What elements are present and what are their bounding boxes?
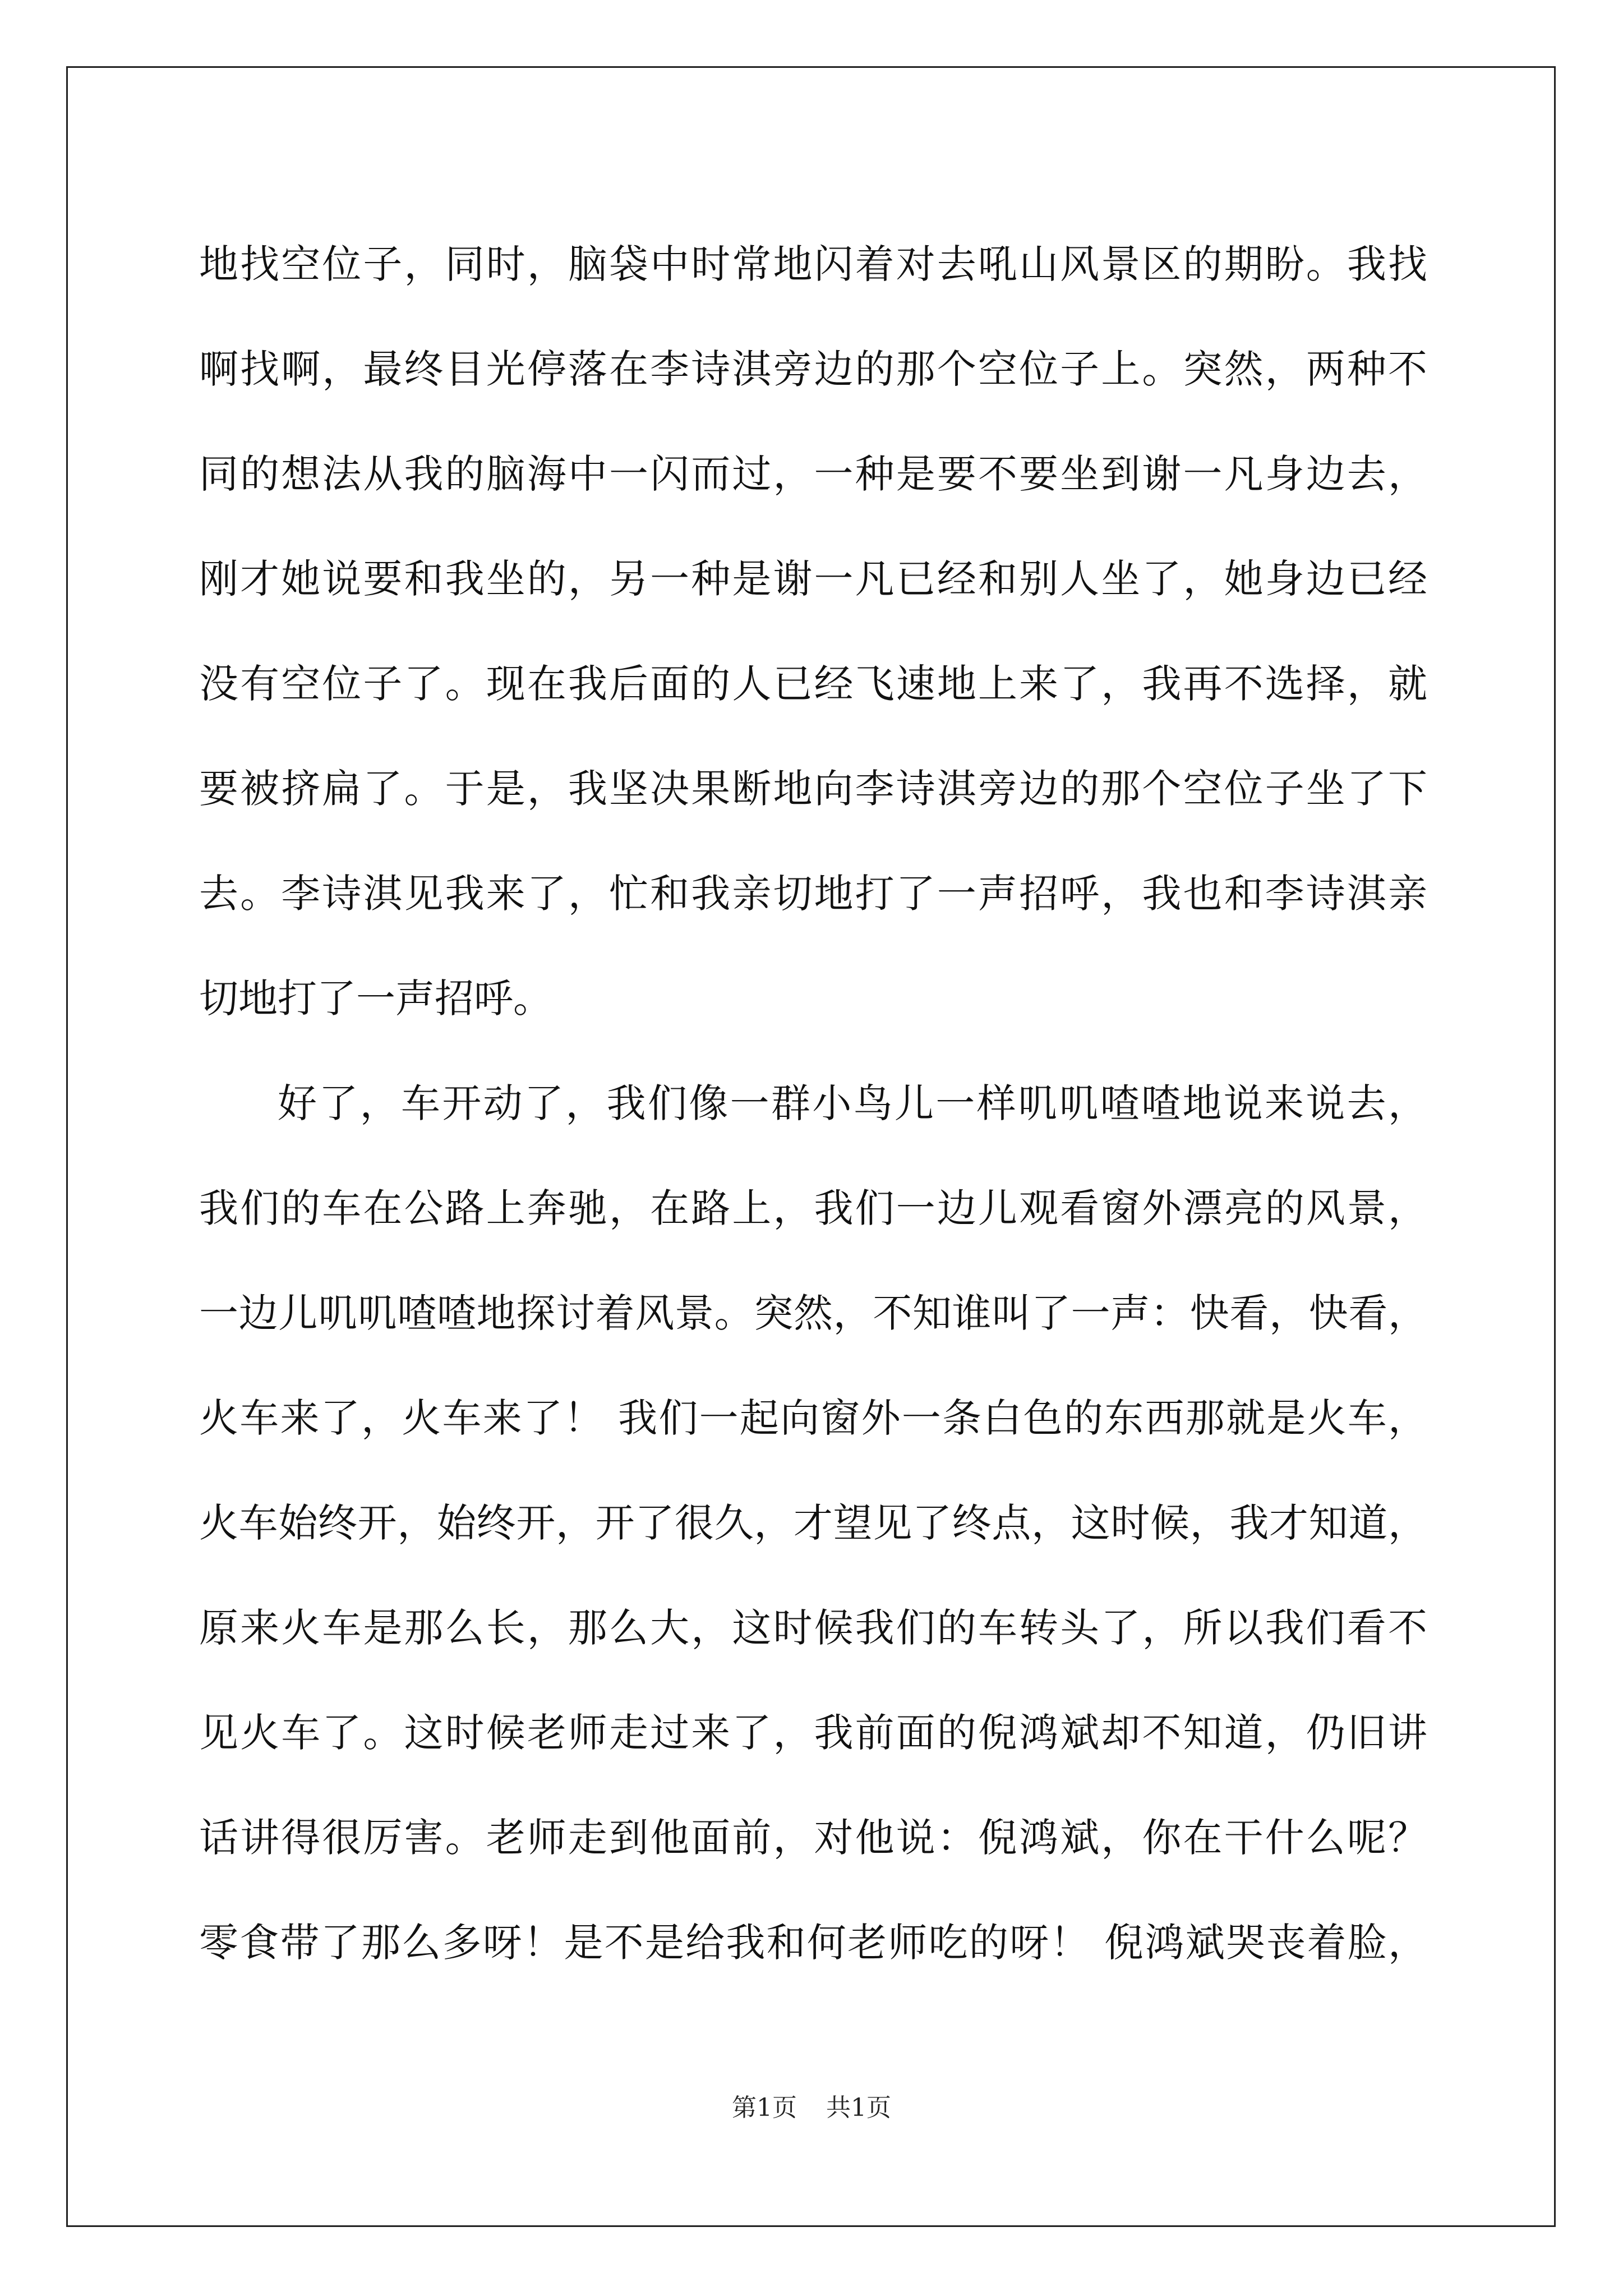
text-line: 原来火车是那么长，那么大，这时候我们的车转头了，所以我们看不 <box>199 1605 1427 1651</box>
page-number: 第1页 <box>732 2093 797 2122</box>
text-line: 去。李诗淇见我来了，忙和我亲切地打了一声招呼，我也和李诗淇亲 <box>199 871 1427 917</box>
text-line: 地找空位子，同时，脑袋中时常地闪着对去吼山风景区的期盼。我找 <box>199 241 1427 287</box>
document-body <box>199 212 1427 1995</box>
text-line: 一边儿叽叽喳喳地探讨着风景。突然，不知谁叫了一声：快看，快看， <box>199 1290 1427 1336</box>
page-footer <box>0 2091 1623 2125</box>
text-line: 没有空位子了。现在我后面的人已经飞速地上来了，我再不选择，就 <box>199 661 1427 707</box>
page-total: 共1页 <box>826 2093 891 2122</box>
text-line: 刚才她说要和我坐的，另一种是谢一凡已经和别人坐了，她身边已经 <box>199 556 1427 602</box>
text-line: 好了，车开动了，我们像一群小鸟儿一样叽叽喳喳地说来说去， <box>278 1080 1427 1126</box>
text-line: 要被挤扁了。于是，我坚决果断地向李诗淇旁边的那个空位子坐了下 <box>199 766 1427 812</box>
text-line: 话讲得很厉害。老师走到他面前，对他说：倪鸿斌，你在干什么呢？ <box>199 1815 1427 1861</box>
text-line: 切地打了一声招呼。 <box>199 976 552 1022</box>
text-line: 我们的车在公路上奔驰，在路上，我们一边儿观看窗外漂亮的风景， <box>199 1185 1427 1231</box>
text-line: 零食带了那么多呀！是不是给我和何老师吃的呀！ 倪鸿斌哭丧着脸， <box>199 1920 1427 1966</box>
text-line: 啊找啊，最终目光停落在李诗淇旁边的那个空位子上。突然，两种不 <box>199 346 1427 392</box>
text-line: 见火车了。这时候老师走过来了，我前面的倪鸿斌却不知道，仍旧讲 <box>199 1710 1427 1756</box>
text-line: 火车来了，火车来了！ 我们一起向窗外一条白色的东西那就是火车， <box>199 1395 1427 1441</box>
text-line: 火车始终开，始终开，开了很久，才望见了终点，这时候，我才知道， <box>199 1500 1427 1546</box>
text-line: 同的想法从我的脑海中一闪而过，一种是要不要坐到谢一凡身边去， <box>199 451 1427 497</box>
